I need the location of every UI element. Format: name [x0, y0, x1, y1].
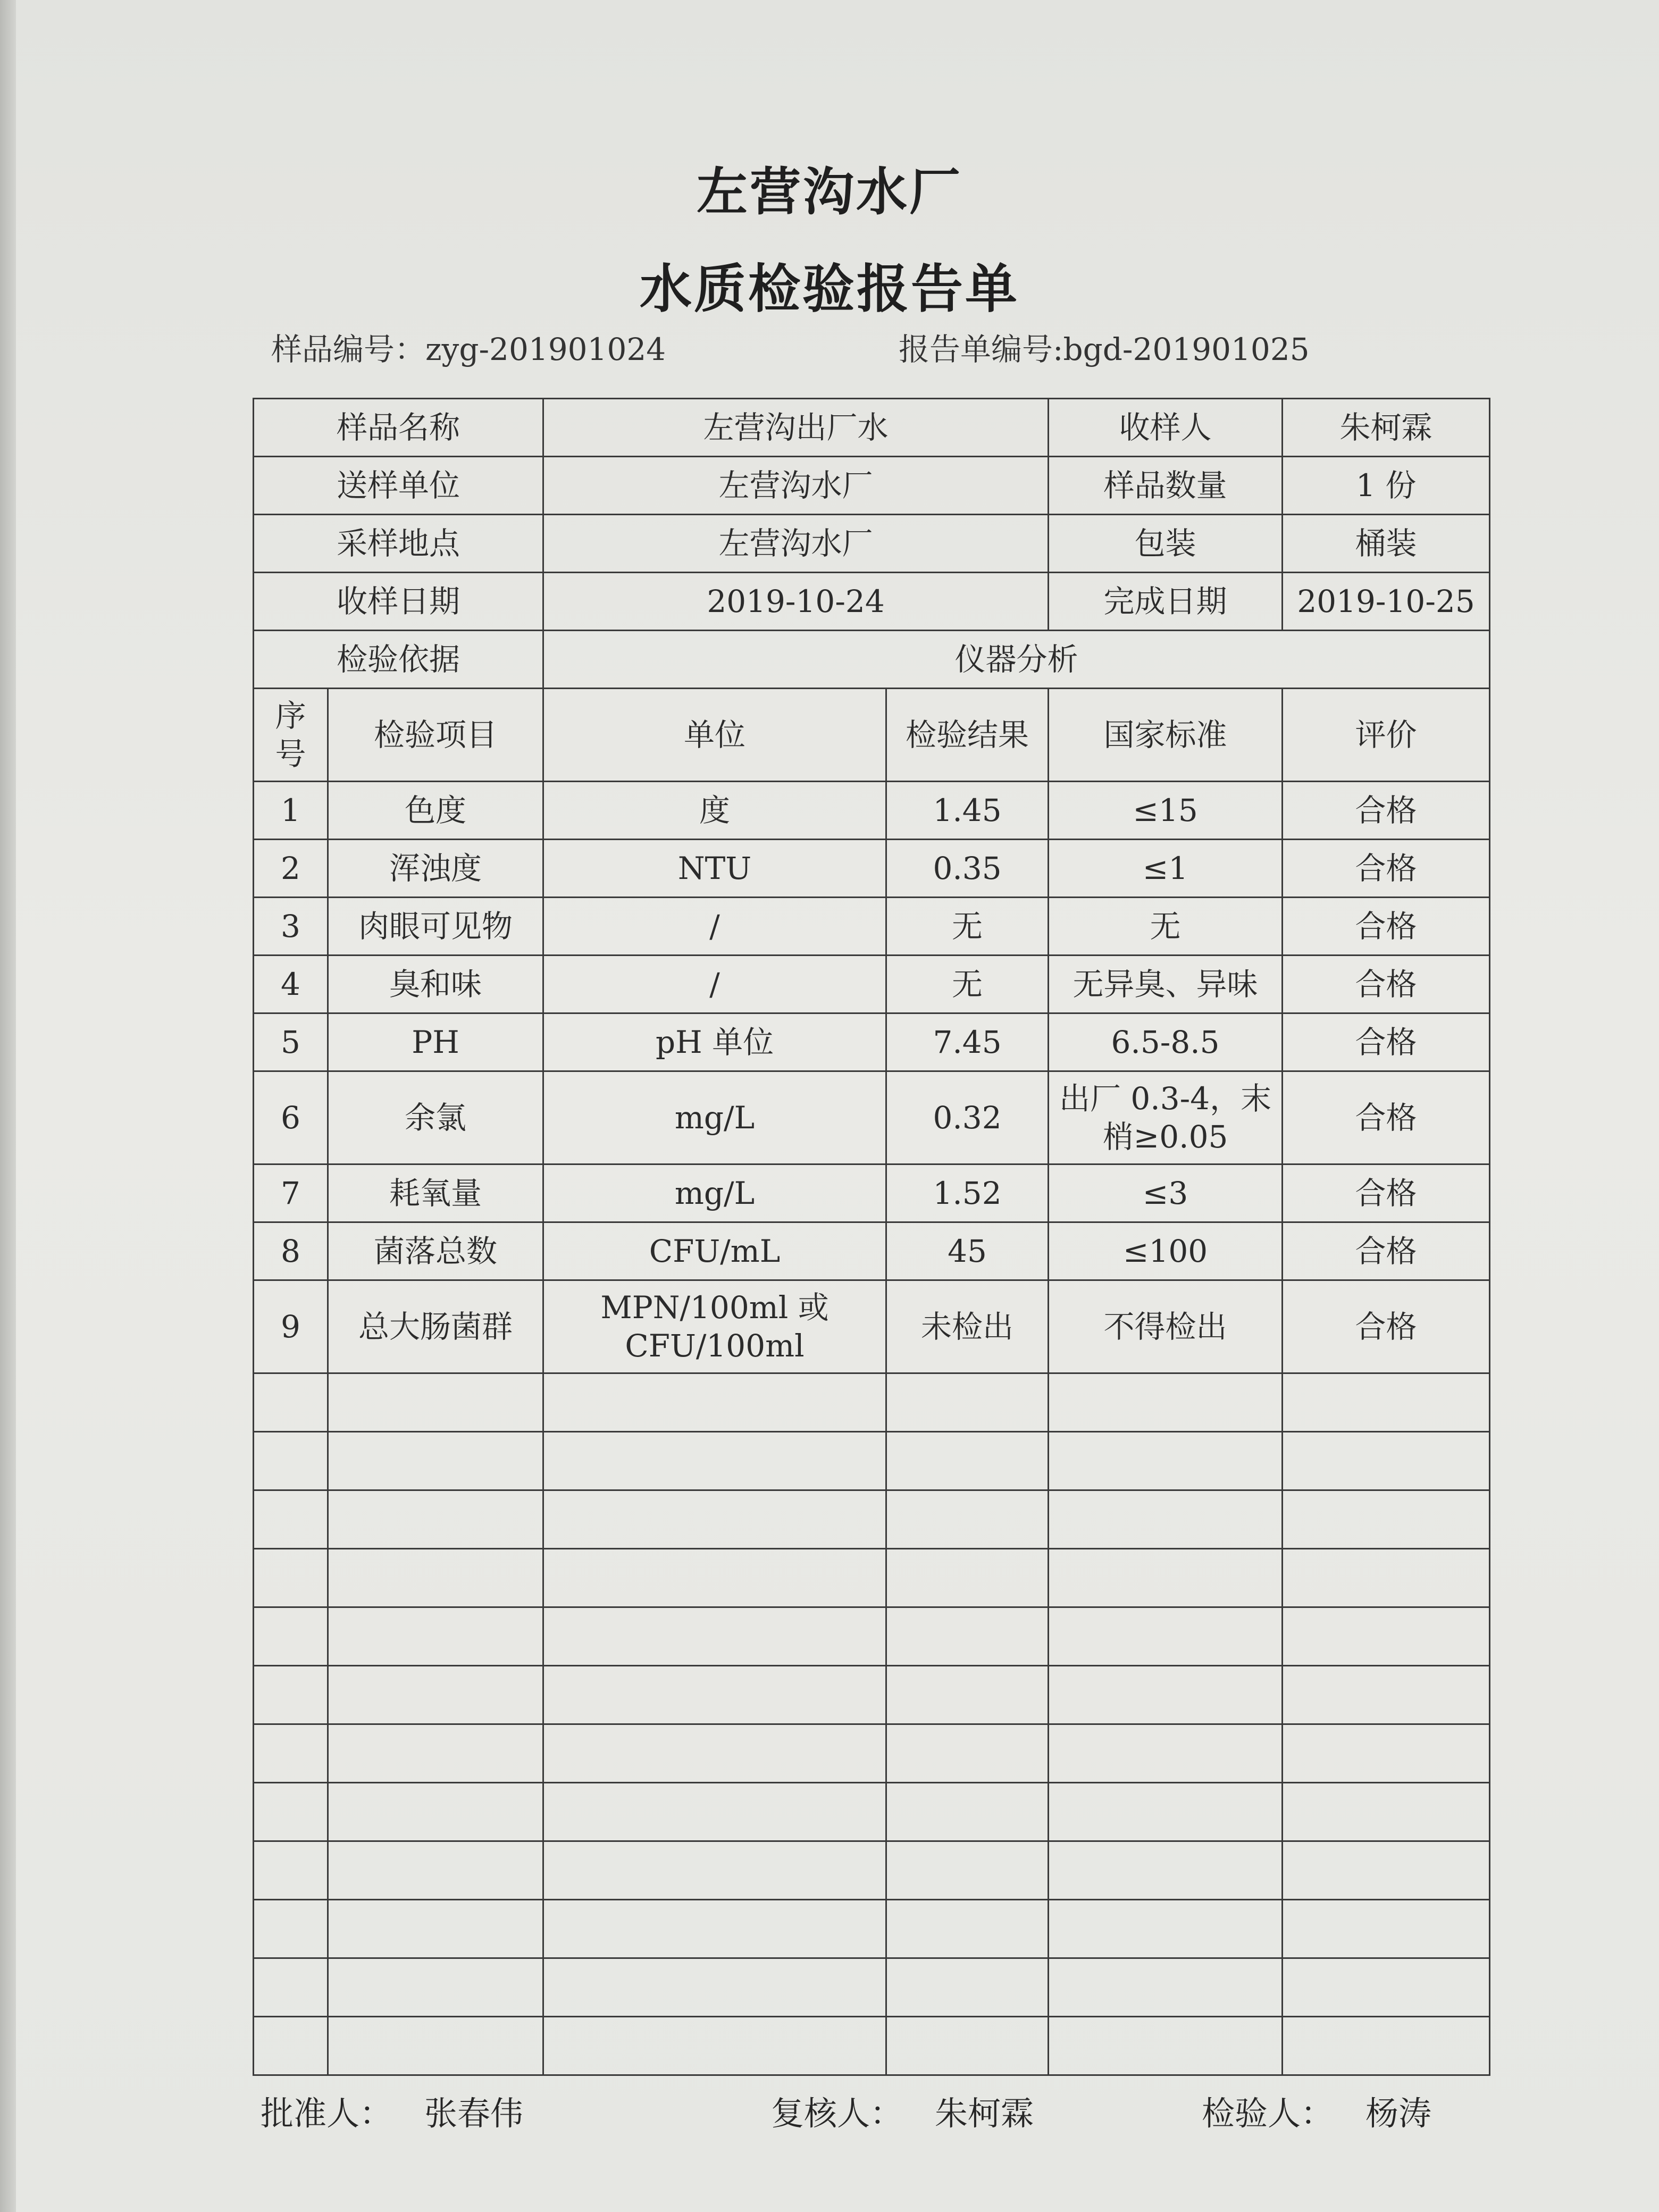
row-result: 45	[886, 1222, 1049, 1280]
row-evaluation: 合格	[1283, 1280, 1490, 1373]
quantity-value: 1 份	[1283, 457, 1490, 515]
row-seq: 1	[254, 782, 328, 840]
receive-date-label: 收样日期	[254, 573, 543, 631]
basis-label: 检验依据	[254, 631, 543, 689]
row-result: 0.32	[886, 1071, 1049, 1164]
row-unit: NTU	[543, 840, 886, 898]
quantity-label: 样品数量	[1049, 457, 1283, 515]
row-unit: pH 单位	[543, 1013, 886, 1071]
row-item: 菌落总数	[328, 1222, 543, 1280]
blank-row	[254, 1958, 1490, 2017]
report-title: 水质检验报告单	[639, 259, 1019, 320]
row-result: 1.45	[886, 782, 1049, 840]
row-item: 余氯	[328, 1071, 543, 1164]
blank-row	[254, 1900, 1490, 1958]
receiver-label: 收样人	[1049, 399, 1283, 457]
row-standard: 无	[1049, 898, 1283, 956]
row-unit: /	[543, 898, 886, 956]
inspector-name: 杨涛	[1365, 2094, 1432, 2133]
table-row	[254, 840, 1490, 898]
row-item: 臭和味	[328, 956, 543, 1013]
row-unit: CFU/mL	[543, 1222, 886, 1280]
row-evaluation: 合格	[1283, 840, 1490, 898]
receiver-value: 朱柯霖	[1283, 399, 1490, 457]
row-seq: 6	[254, 1071, 328, 1164]
row-seq: 2	[254, 840, 328, 898]
complete-date-label: 完成日期	[1049, 573, 1283, 631]
row-item: 总大肠菌群	[328, 1280, 543, 1373]
row-result: 0.35	[886, 840, 1049, 898]
column-header-row	[254, 689, 1490, 782]
row-seq: 5	[254, 1013, 328, 1071]
reviewer-signature	[771, 2087, 1034, 2134]
table-row	[254, 1280, 1490, 1373]
row-item: 肉眼可见物	[328, 898, 543, 956]
sender-label: 送样单位	[254, 457, 543, 515]
blank-row	[254, 1666, 1490, 1724]
blank-row	[254, 1490, 1490, 1549]
table-row	[254, 956, 1490, 1013]
info-row-location	[254, 515, 1490, 573]
row-unit: mg/L	[543, 1071, 886, 1164]
row-item: 浑浊度	[328, 840, 543, 898]
row-unit: 度	[543, 782, 886, 840]
blank-row	[254, 1607, 1490, 1666]
info-row-sample-name	[254, 399, 1490, 457]
table-row	[254, 898, 1490, 956]
col-unit: 单位	[543, 689, 886, 782]
approver-label: 批准人：	[261, 2094, 393, 2133]
blank-row	[254, 1783, 1490, 1841]
row-standard: 无异臭、异味	[1049, 956, 1283, 1013]
row-standard: 不得检出	[1049, 1280, 1283, 1373]
row-evaluation: 合格	[1283, 1071, 1490, 1164]
plant-title: 左营沟水厂	[697, 162, 962, 222]
table-row	[254, 1013, 1490, 1071]
row-result: 1.52	[886, 1164, 1049, 1222]
blank-row	[254, 1841, 1490, 1900]
blank-row	[254, 1549, 1490, 1607]
blank-row	[254, 1724, 1490, 1783]
table-row	[254, 782, 1490, 840]
col-result: 检验结果	[886, 689, 1049, 782]
approver-signature	[261, 2087, 523, 2134]
col-seq: 序号	[254, 689, 328, 782]
info-row-basis	[254, 631, 1490, 689]
row-result: 无	[886, 956, 1049, 1013]
row-standard: ≤100	[1049, 1222, 1283, 1280]
table-row	[254, 1071, 1490, 1164]
inspector-label: 检验人：	[1202, 2094, 1334, 2133]
paper-edge	[0, 0, 16, 2212]
row-result: 7.45	[886, 1013, 1049, 1071]
row-item: 色度	[328, 782, 543, 840]
blank-row	[254, 2017, 1490, 2075]
row-evaluation: 合格	[1283, 898, 1490, 956]
row-seq: 7	[254, 1164, 328, 1222]
row-standard: 6.5-8.5	[1049, 1013, 1283, 1071]
location-label: 采样地点	[254, 515, 543, 573]
approver-name: 张春伟	[424, 2094, 524, 2133]
blank-row	[254, 1432, 1490, 1490]
row-result: 无	[886, 898, 1049, 956]
row-evaluation: 合格	[1283, 1164, 1490, 1222]
row-seq: 4	[254, 956, 328, 1013]
col-item: 检验项目	[328, 689, 543, 782]
complete-date-value: 2019-10-25	[1283, 573, 1490, 631]
sample-name-value: 左营沟出厂水	[543, 399, 1049, 457]
row-unit: mg/L	[543, 1164, 886, 1222]
row-standard: 出厂 0.3-4，末梢≥0.05	[1049, 1071, 1283, 1164]
blank-row	[254, 1373, 1490, 1432]
row-standard: ≤1	[1049, 840, 1283, 898]
row-result: 未检出	[886, 1280, 1049, 1373]
table-row	[254, 1164, 1490, 1222]
row-evaluation: 合格	[1283, 956, 1490, 1013]
table-row	[254, 1222, 1490, 1280]
packaging-label: 包装	[1049, 515, 1283, 573]
row-seq: 8	[254, 1222, 328, 1280]
location-value: 左营沟水厂	[543, 515, 1049, 573]
report-number: 报告单编号:bgd-201901025	[899, 331, 1310, 367]
info-row-dates	[254, 573, 1490, 631]
reviewer-label: 复核人：	[771, 2094, 903, 2133]
row-evaluation: 合格	[1283, 1013, 1490, 1071]
info-row-sender	[254, 457, 1490, 515]
row-seq: 3	[254, 898, 328, 956]
row-evaluation: 合格	[1283, 1222, 1490, 1280]
inspector-signature	[1202, 2087, 1431, 2134]
row-unit: /	[543, 956, 886, 1013]
basis-value: 仪器分析	[543, 631, 1490, 689]
row-standard: ≤3	[1049, 1164, 1283, 1222]
row-item: 耗氧量	[328, 1164, 543, 1222]
inspection-table	[253, 398, 1490, 2076]
row-evaluation: 合格	[1283, 782, 1490, 840]
row-item: PH	[328, 1013, 543, 1071]
sample-name-label: 样品名称	[254, 399, 543, 457]
row-unit: MPN/100ml 或 CFU/100ml	[543, 1280, 886, 1373]
col-standard: 国家标准	[1049, 689, 1283, 782]
row-seq: 9	[254, 1280, 328, 1373]
reviewer-name: 朱柯霖	[935, 2094, 1034, 2133]
sender-value: 左营沟水厂	[543, 457, 1049, 515]
col-evaluation: 评价	[1283, 689, 1490, 782]
receive-date-value: 2019-10-24	[543, 573, 1049, 631]
sample-number: 样品编号：zyg-201901024	[271, 331, 666, 367]
packaging-value: 桶装	[1283, 515, 1490, 573]
row-standard: ≤15	[1049, 782, 1283, 840]
